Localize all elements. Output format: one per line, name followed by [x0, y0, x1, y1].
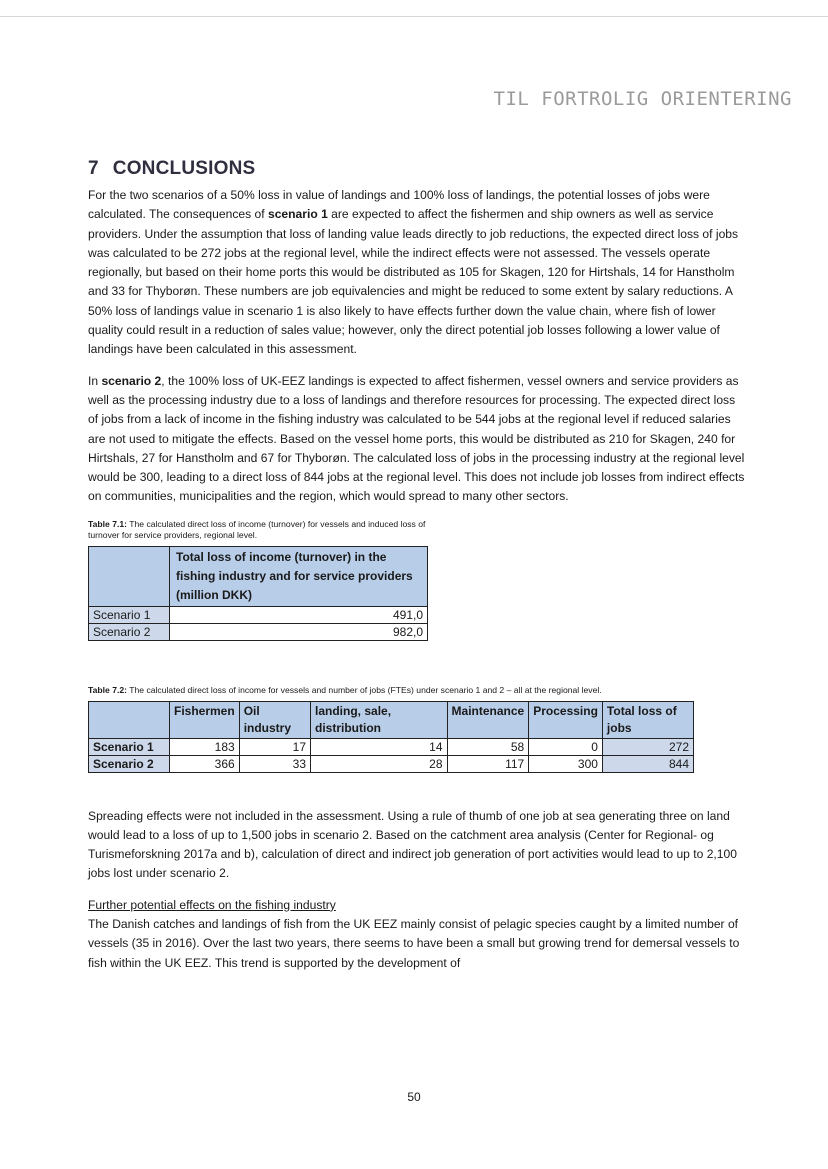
- subheading: Further potential effects on the fishing industry: [88, 897, 336, 912]
- top-rule: [0, 16, 828, 17]
- table-cell: 33: [239, 755, 310, 772]
- header-processing: Processing: [529, 701, 603, 738]
- table-7-1: [88, 546, 428, 641]
- header-total-loss: Total loss of jobs: [602, 701, 693, 738]
- header-landing-sale-distribution: landing, sale, distribution: [311, 701, 448, 738]
- row-label: Scenario 2: [89, 623, 170, 640]
- table-row: [89, 623, 428, 640]
- table-header-row: [89, 546, 428, 606]
- table-cell-total: 272: [602, 738, 693, 755]
- bold-term: scenario 1: [267, 207, 328, 222]
- caption-label: Table 7.2:: [88, 684, 128, 695]
- table-7-2: [88, 701, 694, 773]
- table-cell: 117: [447, 755, 529, 772]
- table-cell: 300: [529, 755, 603, 772]
- table-cell: 491,0: [170, 606, 428, 623]
- table-7-1-caption: [88, 519, 448, 542]
- row-label: Scenario 2: [89, 755, 170, 772]
- table-corner-cell: [89, 546, 170, 606]
- section-title: CONCLUSIONS: [112, 158, 256, 179]
- table-row: [89, 755, 694, 772]
- paragraph-scenario-1: [88, 186, 748, 360]
- confidential-stamp: TIL FORTROLIG ORIENTERING: [493, 88, 792, 110]
- header-oil-industry: Oil industry: [239, 701, 310, 738]
- paragraph-scenario-2: [88, 372, 748, 507]
- table-7-2-caption: [88, 685, 668, 697]
- table-row: [89, 738, 694, 755]
- table-header-row: [89, 701, 694, 738]
- table-header-cell: Total loss of income (turnover) in the fishing industry and for service providers (million DKK): [170, 546, 428, 606]
- section-heading: [88, 158, 748, 180]
- bold-term: scenario 2: [101, 373, 162, 388]
- row-label: Scenario 1: [89, 738, 170, 755]
- section-number: 7: [88, 158, 99, 179]
- table-cell: 17: [239, 738, 310, 755]
- page-content: [88, 158, 748, 985]
- row-label: Scenario 1: [89, 606, 170, 623]
- caption-text: The calculated direct loss of income for vessels and number of jobs (FTEs) under scenario 1 and 2 – all at the regional level.: [127, 684, 602, 695]
- page-number: 50: [407, 1090, 421, 1104]
- table-cell: 0: [529, 738, 603, 755]
- table-cell: 183: [170, 738, 240, 755]
- caption-text: The calculated direct loss of income (turnover) for vessels and induced loss of turnover for service providers, regional level.: [88, 518, 426, 541]
- header-maintenance: Maintenance: [447, 701, 529, 738]
- table-cell: 982,0: [170, 623, 428, 640]
- table-cell-total: 844: [602, 755, 693, 772]
- header-fishermen: Fishermen: [170, 701, 240, 738]
- text-run: In: [88, 373, 102, 388]
- text-run: , the 100% loss of UK-EEZ landings is expected to affect fishermen, vessel owners and service providers as well as the processing industry due to a loss of landings and therefore resources for processing. The expected direct loss of jobs from a lack of income in the fishing industry was calculated to be 544 jobs at the regional level if reduced salaries are not used to mitigate the effects. Based on the vessel home ports, this would be distributed as 210 for Skagen, 240 for Hirtshals, 27 for Hanstholm and 67 for Thyborøn. The calculated loss of jobs in the processing industry at the regional level would be 300, leading to a direct loss of 844 jobs at the regional level. This does not include job losses from indirect effects on communities, municipalities and the region, which would spread to many other sectors.: [88, 373, 745, 504]
- text-run: are expected to affect the fishermen and ship owners as well as service providers. Under the assumption that loss of landing value leads directly to job reductions, the expected direct loss of jobs was calculated to be 272 jobs at the regional level, while the indirect effects were not assessed. The vessels operate regionally, but based on their home ports this would be distributed as 105 for Skagen, 120 for Hirtshals, 14 for Hanstholm and 33 for Thyborøn. These numbers are job equivalencies and might be reduced to some extent by salary reductions. A 50% loss of landings value in scenario 1 is also likely to have effects further down the value chain, where fish of lower quality could result in a reduction of sales value; however, only the direct potential job losses following a lower value of landings have been calculated in this assessment.: [88, 207, 739, 357]
- paragraph-further-effects: The Danish catches and landings of fish from the UK EEZ mainly consist of pelagic species caught by a limited number of vessels (35 in 2016). Over the last two years, there seems to have been a small but growing trend for demersal vessels to fish within the UK EEZ. This trend is supported by the development of: [88, 917, 740, 970]
- table-cell: 366: [170, 755, 240, 772]
- table-cell: 14: [311, 738, 448, 755]
- table-cell: 58: [447, 738, 529, 755]
- table-corner-cell: [89, 701, 170, 738]
- text-run: For the two scenarios of a 50% loss in value of landings and 100% loss of landings, the potential losses of jobs were calculated. The consequences of: [88, 188, 710, 222]
- table-cell: 28: [311, 755, 448, 772]
- table-row: [89, 606, 428, 623]
- caption-label: Table 7.1:: [88, 518, 128, 529]
- paragraph-spreading-effects: Spreading effects were not included in the assessment. Using a rule of thumb of one job at sea generating three on land would lead to a loss of up to 1,500 jobs in scenario 2. Based on the catchment area analysis (Center for Regional- og Turismeforskning 2017a and b), calculation of direct and indirect job generation of port activities would lead to up to 2,100 jobs lost under scenario 2.: [88, 808, 737, 881]
